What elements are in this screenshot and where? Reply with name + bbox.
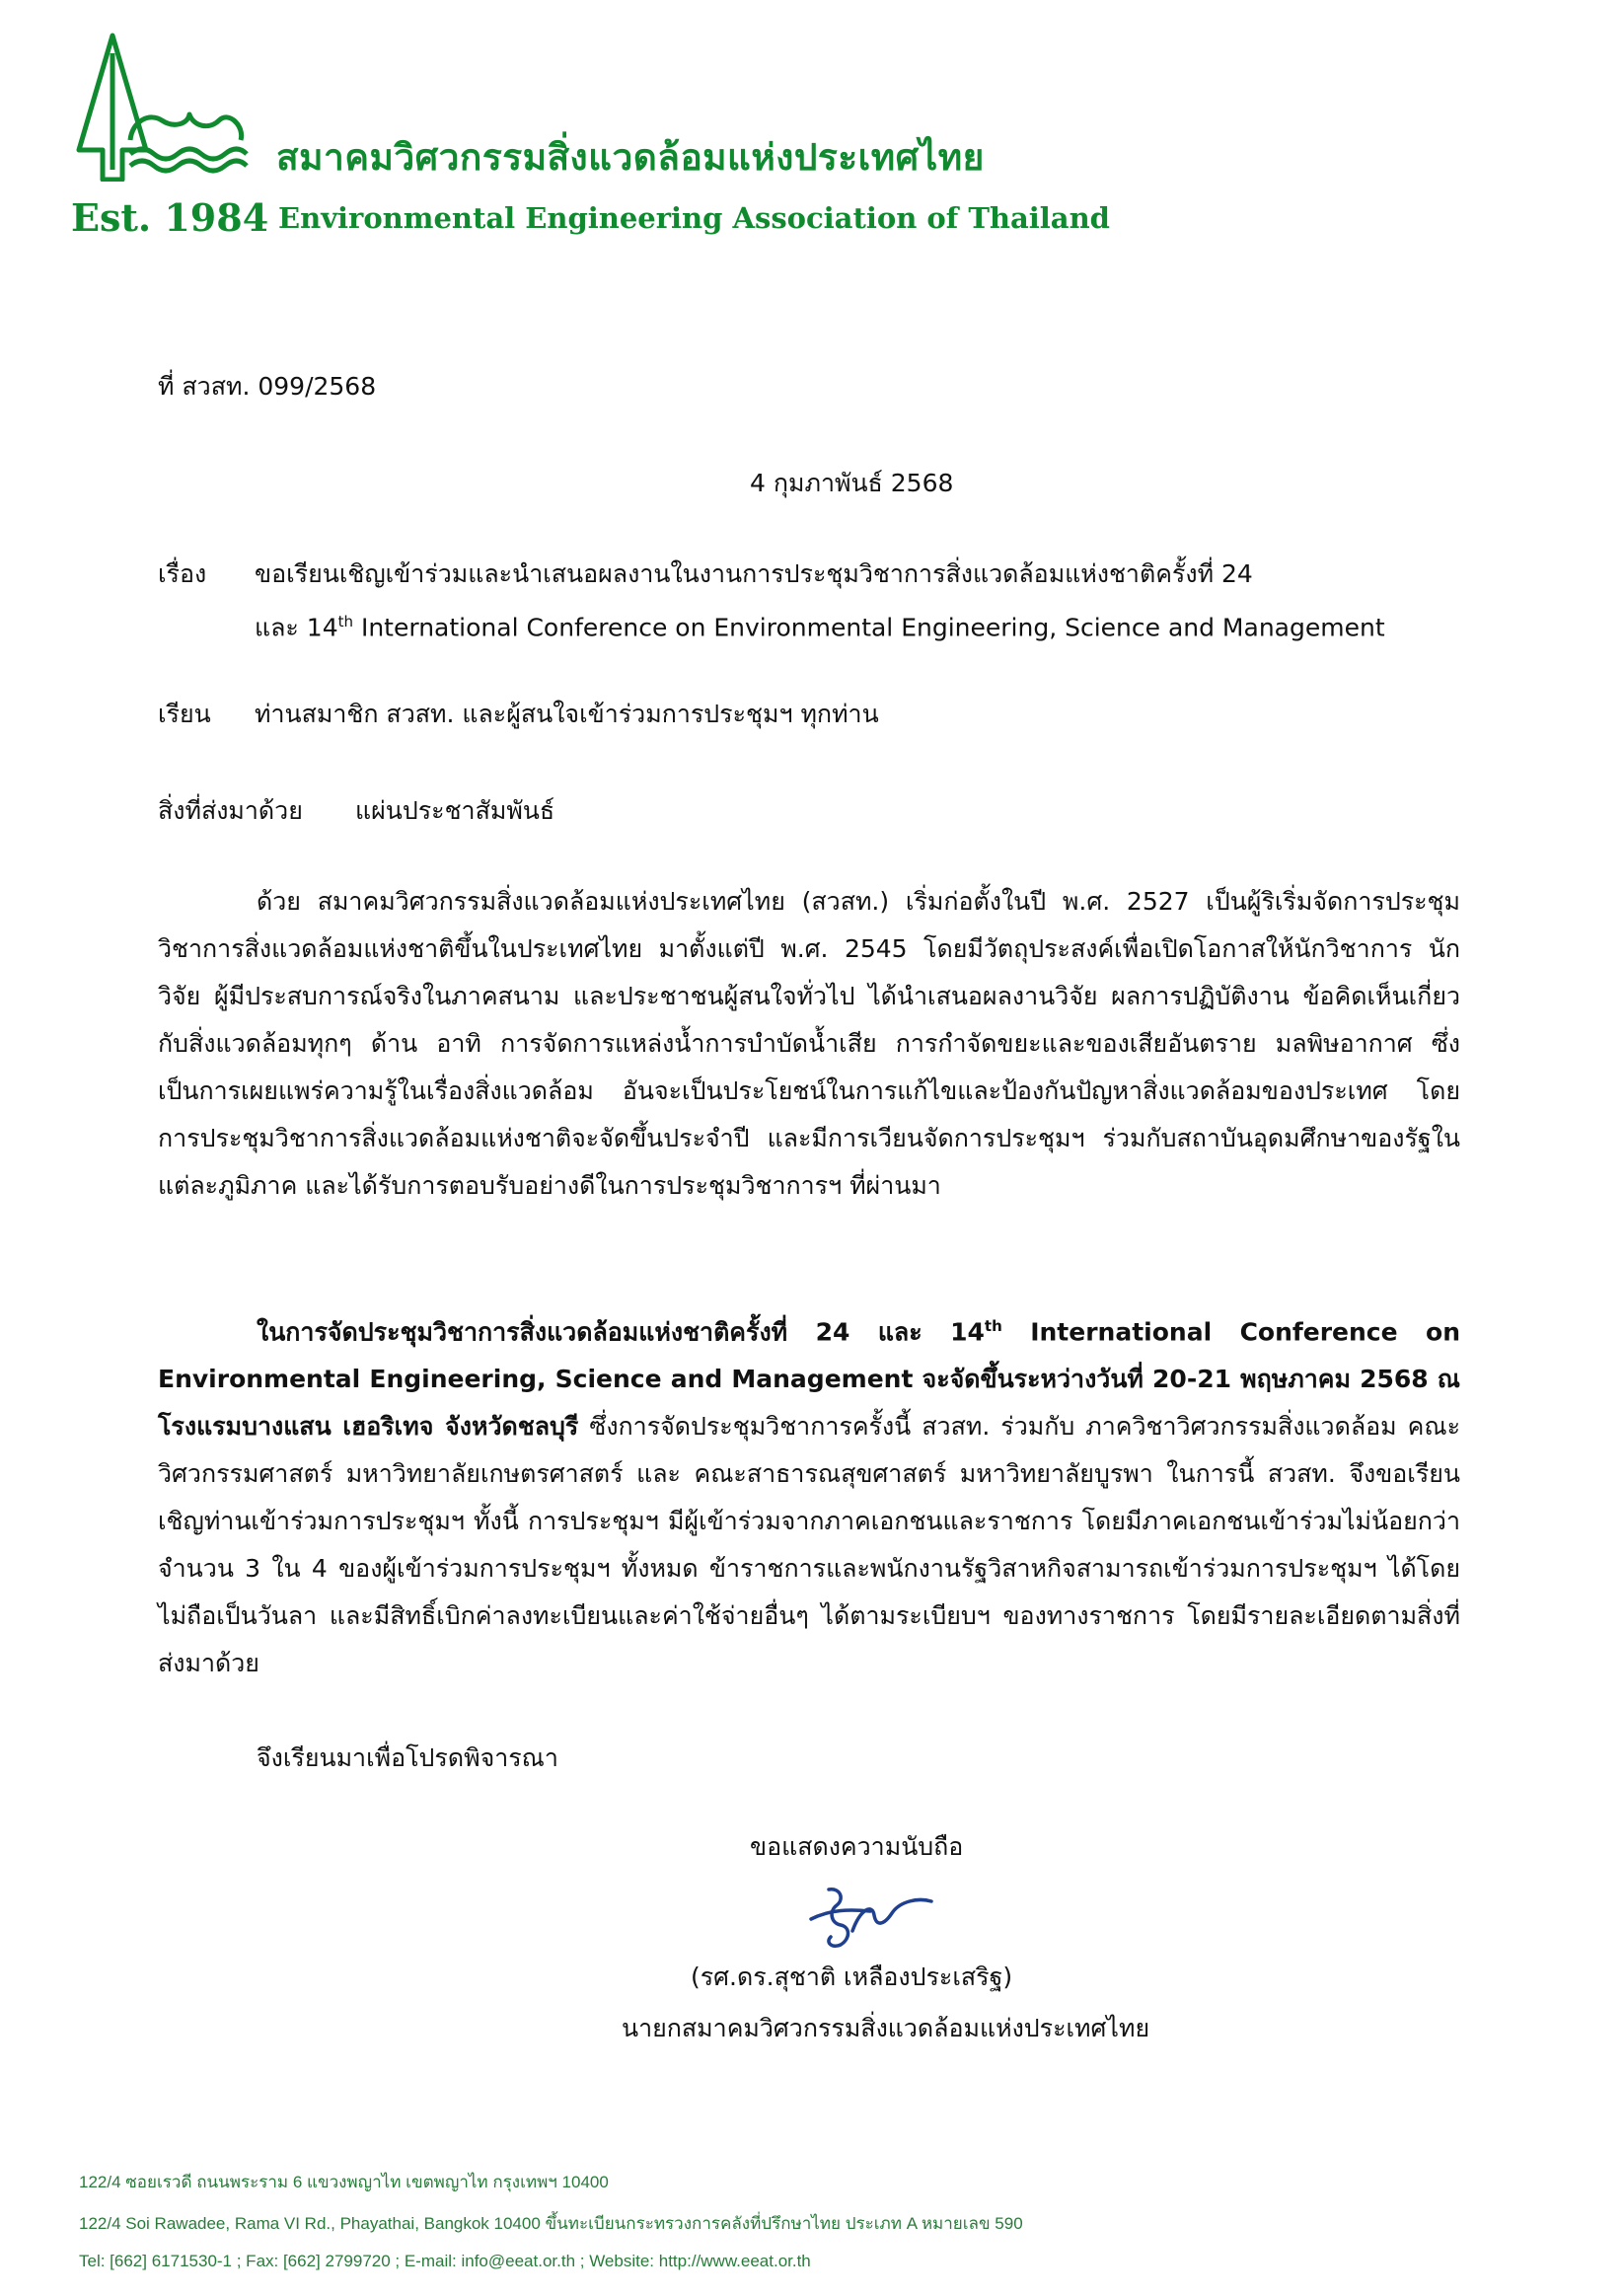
subject-line-1: ขอเรียนเชิญเข้าร่วมและนำเสนอผลงานในงานการประชุมวิชาการสิ่งแวดล้อมแห่งชาติครั้งที่ 24	[255, 559, 1253, 588]
body-paragraph-1: ด้วย สมาคมวิศวกรรมสิ่งแวดล้อมแห่งประเทศไทย (สวสท.) เริ่มก่อตั้งในปี พ.ศ. 2527 เป็นผู้ริเริ่มจัดการประชุมวิชาการสิ่งแวดล้อมแห่งชาติขึ้นในประเทศไทย มาตั้งแต่ปี พ.ศ. 2545 โดยมีวัตถุประสงค์เพื่อเปิดโอกาสให้นักวิชาการ นักวิจัย ผู้มีประสบการณ์จริงในภาคสนาม และประชาชนผู้สนใจทั่วไป ได้นำเสนอผลงานวิจัย ผลการปฏิบัติงาน ข้อคิดเห็นเกี่ยวกับสิ่งแวดล้อมทุกๆ ด้าน อาทิ การจัดการแหล่งน้ำการบำบัดน้ำเสีย การกำจัดขยะและของเสียอันตราย มลพิษอากาศ ซึ่งเป็นการเผยแพร่ความรู้ในเรื่องสิ่งแวดล้อม อันจะเป็นประโยชน์ในการแก้ไขและป้องกันปัญหาสิ่งแวดล้อมของประเทศ โดยการประชุมวิชาการสิ่งแวดล้อมแห่งชาติจะจัดขึ้นประจำปี และมีการเวียนจัดการประชุมฯ ร่วมกับสถาบันอุดมศึกษาของรัฐในแต่ละภูมิภาค และได้รับการตอบรับอย่างดีในการประชุมวิชาการฯ ที่ผ่านมา	[158, 887, 1460, 1200]
subject-line-2-prefix: และ 14	[255, 613, 338, 642]
signer-title: นายกสมาคมวิศวกรรมสิ่งแวดล้อมแห่งประเทศไทย	[622, 2014, 1150, 2042]
enclosure-label: สิ่งที่ส่งมาด้วย	[158, 796, 303, 825]
recipient-text: ท่านสมาชิก สวสท. และผู้สนใจเข้าร่วมการประชุมฯ ทุกท่าน	[255, 700, 879, 728]
body-paragraph-2	[158, 1302, 1460, 1687]
footer-address-english: 122/4 Soi Rawadee, Rama VI Rd., Phayathai, Bangkok 10400 ขึ้นทะเบียนกระทรวงการคลังที่ปรึกษาไทย ประเภท A หมายเลข 590	[79, 2214, 1023, 2233]
signer-name: (รศ.ดร.สุชาติ เหลืองประเสริฐ)	[691, 1963, 1013, 1991]
subject-line-2-sup: th	[337, 613, 354, 630]
subject-line-2	[255, 598, 1385, 651]
footer-contact: Tel: [662] 6171530-1 ; Fax: [662] 2799720 ; E-mail: info@eeat.or.th ; Website: http://www.eeat.or.th	[79, 2252, 811, 2270]
handwritten-signature-icon	[801, 1880, 939, 1959]
closing-line: จึงเรียนมาเพื่อโปรดพิจารณา	[257, 1743, 558, 1772]
event-highlight-sup: th	[984, 1317, 1002, 1335]
footer-address-thai: 122/4 ซอยเรวดี ถนนพระราม 6 แขวงพญาไท เขตพญาไท กรุงเทพฯ 10400	[79, 2173, 609, 2191]
regards: ขอแสดงความนับถือ	[750, 1832, 964, 1861]
enclosure-text: แผ่นประชาสัมพันธ์	[355, 796, 555, 825]
reference-number: ที่ สวสท. 099/2568	[158, 372, 377, 401]
org-name-english: Environmental Engineering Association of Thailand	[278, 201, 1110, 235]
recipient-label: เรียน	[158, 700, 211, 728]
letter-date: 4 กุมภาพันธ์ 2568	[750, 469, 954, 497]
subject-label: เรื่อง	[158, 559, 207, 588]
event-highlight-b: International Conference on Environmental Engineering, Science and Management จะจัดขึ้นระหว่างวันที่ 20-21 พฤษภาคม 2568 ณ โรงแรมบางแสน เฮอริเทจ จังหวัดชลบุรี	[158, 1317, 1460, 1442]
tree-water-logo-icon	[71, 32, 249, 182]
subject-line-2-rest: International Conference on Environmental Engineering, Science and Management	[353, 613, 1385, 642]
event-details: ซึ่งการจัดประชุมวิชาการครั้งนี้ สวสท. ร่วมกับ ภาควิชาวิศวกรรมสิ่งแวดล้อม คณะวิศวกรรมศาสตร์ มหาวิทยาลัยเกษตรศาสตร์ และ คณะสาธารณสุขศาสตร์ มหาวิทยาลัยบูรพา ในการนี้ สวสท. จึงขอเรียนเชิญท่านเข้าร่วมการประชุมฯ ทั้งนี้ การประชุมฯ มีผู้เข้าร่วมจากภาคเอกชนและราชการ โดยมีภาคเอกชนเข้าร่วมไม่น้อยกว่าจำนวน 3 ใน 4 ของผู้เข้าร่วมการประชุมฯ ทั้งหมด ข้าราชการและพนักงานรัฐวิสาหกิจสามารถเข้าร่วมการประชุมฯ ได้โดยไม่ถือเป็นวันลา และมีสิทธิ์เบิกค่าลงทะเบียนและค่าใช้จ่ายอื่นๆ ได้ตามระเบียบฯ ของทางราชการ โดยมีรายละเอียดตามสิ่งที่ส่งมาด้วย	[158, 1412, 1460, 1678]
org-name-thai: สมาคมวิศวกรรมสิ่งแวดล้อมแห่งประเทศไทย	[276, 136, 985, 179]
established-year: Est. 1984	[71, 195, 269, 240]
event-highlight-a: ในการจัดประชุมวิชาการสิ่งแวดล้อมแห่งชาติครั้งที่ 24 และ 14	[257, 1317, 985, 1347]
